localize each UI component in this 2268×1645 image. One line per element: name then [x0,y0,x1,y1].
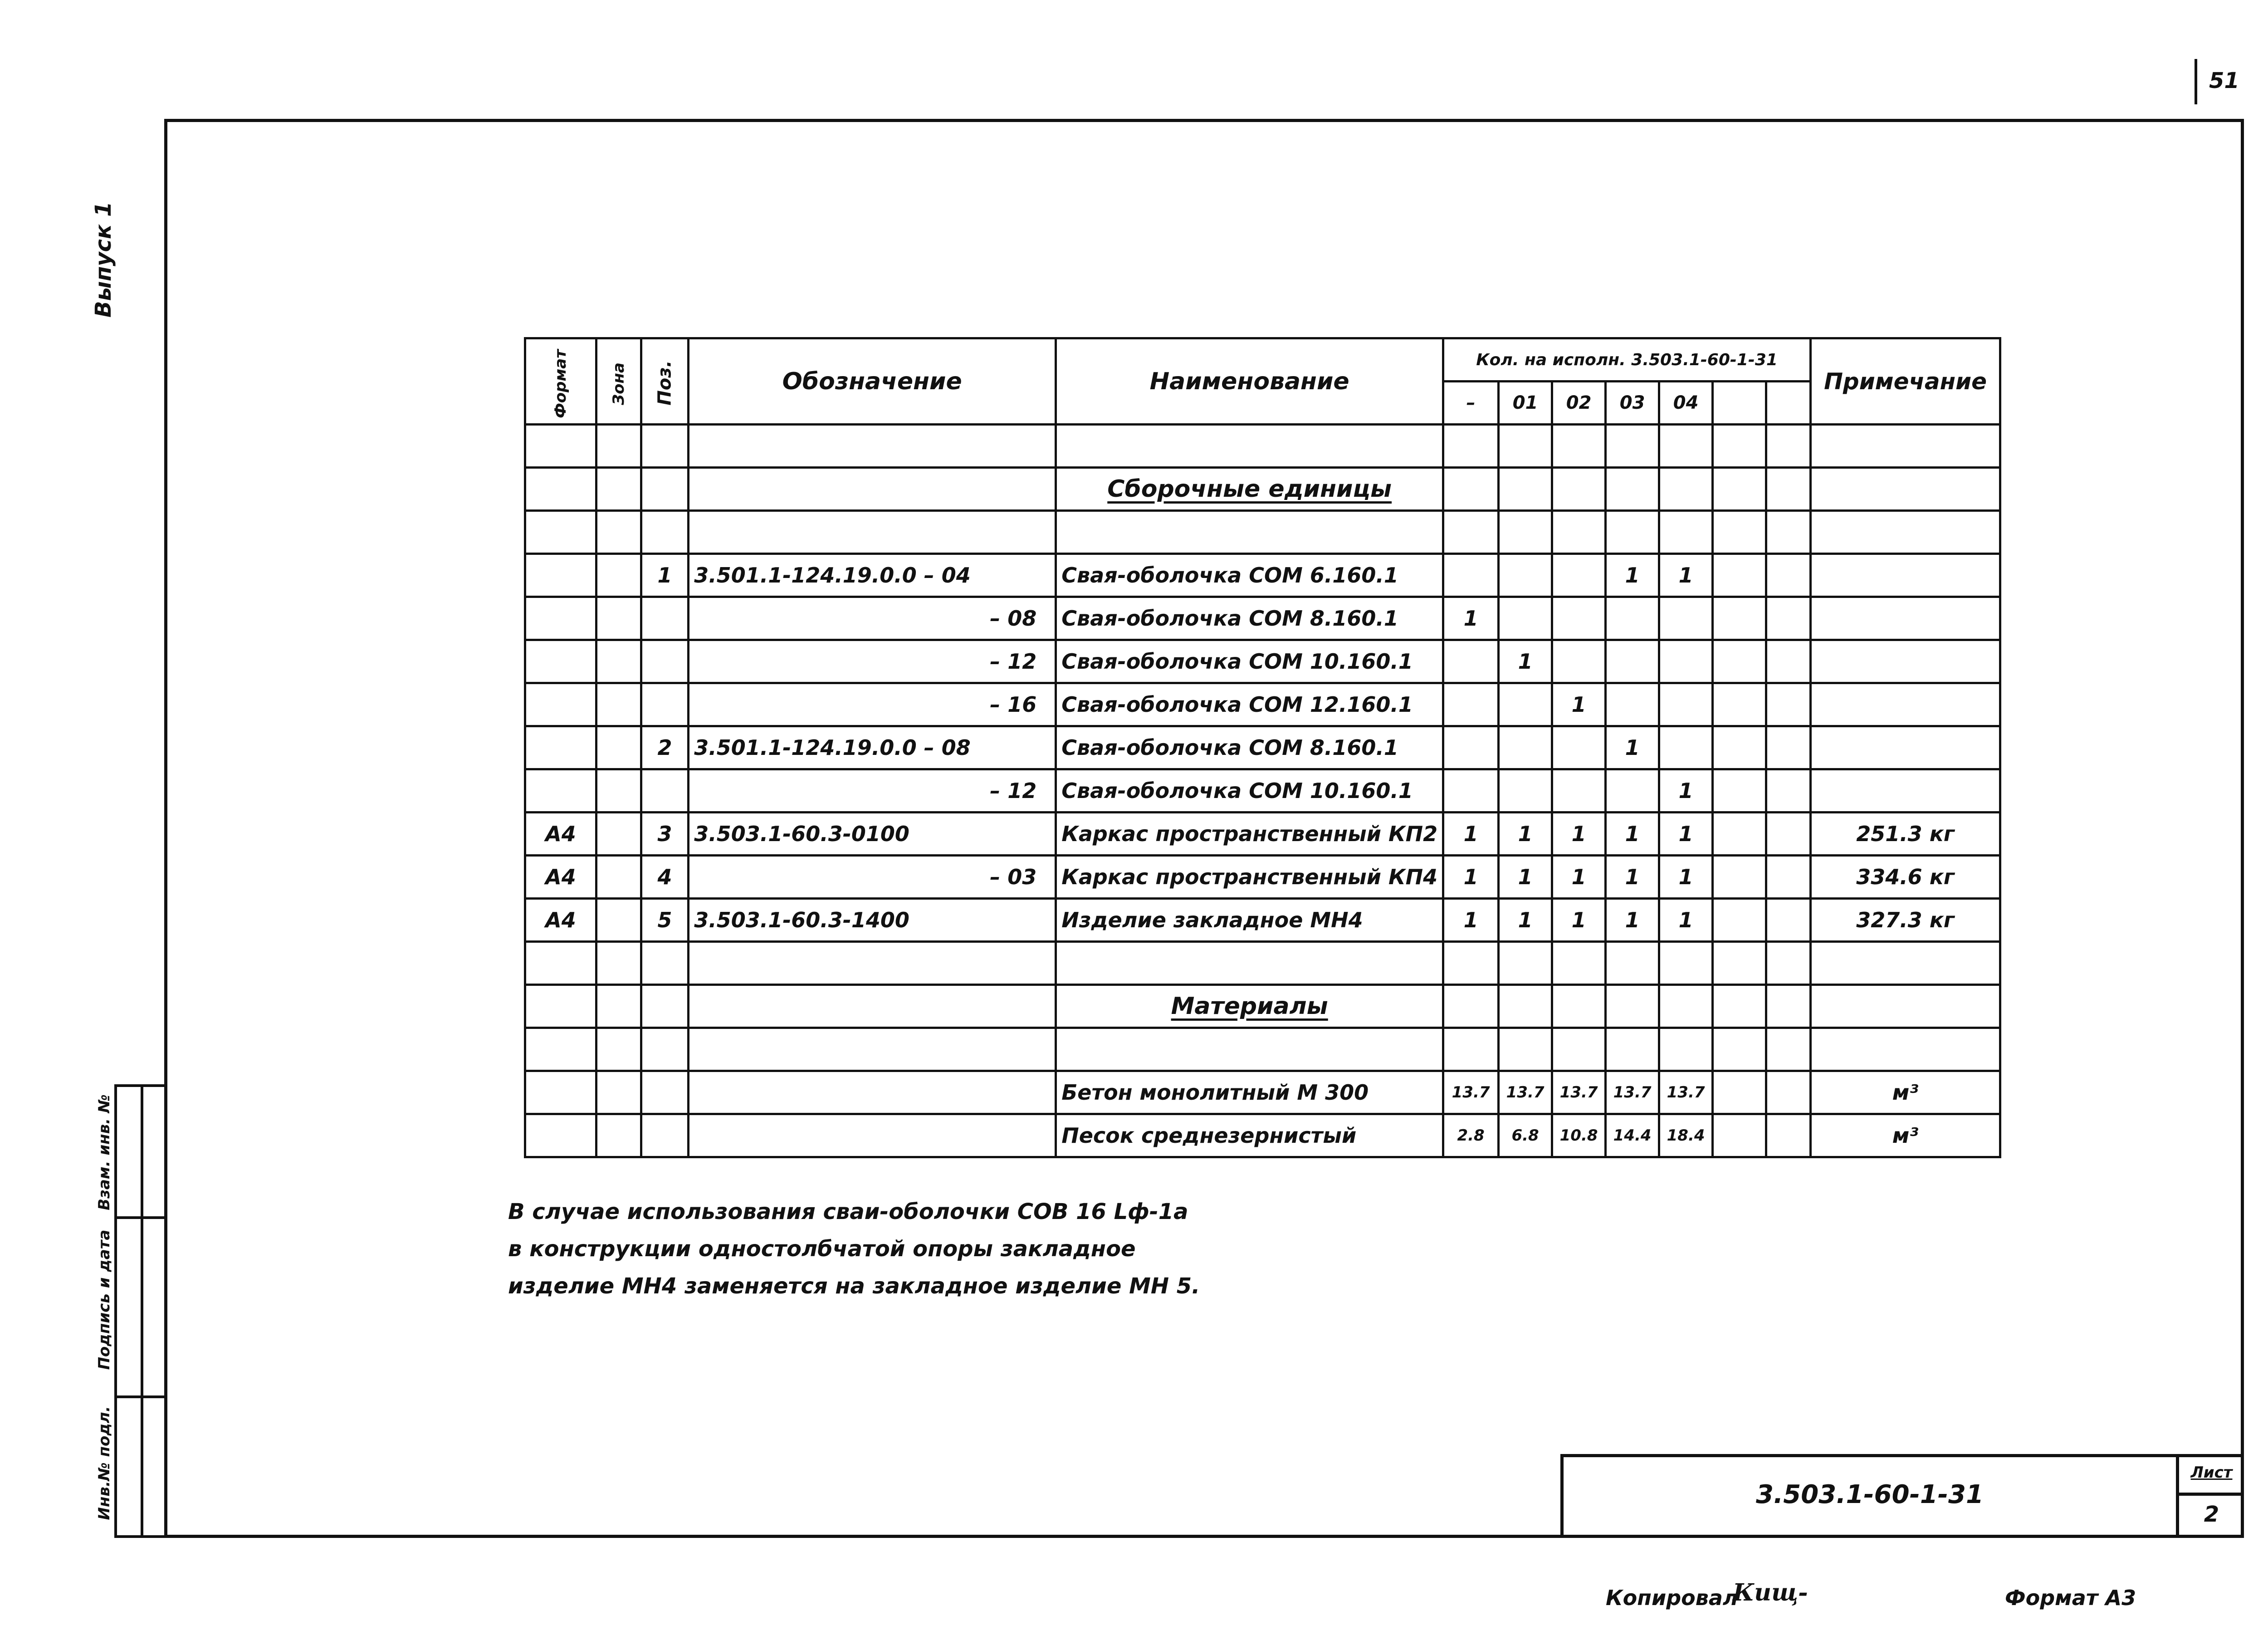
header-qty-group: Кол. на исполн. 3.503.1-60-1-31 [1443,338,1811,382]
table-row [525,554,2000,597]
qty-cell [1766,899,1811,942]
qty-cell [1552,511,1606,554]
qty-cell [1552,640,1606,683]
qty-cell [1659,985,1713,1028]
qty-cell [1552,726,1606,769]
volume-label: Выпуск 1 [91,201,116,318]
qty-cell: 1 [1443,813,1499,856]
table-row [525,1114,2000,1157]
qty-cell [1499,597,1552,640]
note-cell: 251.3 кг [1811,813,2000,856]
format-cell [525,683,596,726]
format-cell: А4 [525,899,596,942]
sheet-number: 2 [2204,1502,2219,1527]
format-cell [525,1071,596,1114]
qty-cell [1766,1114,1811,1157]
qty-cell [1766,1071,1811,1114]
name-cell: Каркас пространственный КП2 [1056,813,1443,856]
table-row [525,856,2000,899]
note-cell [1811,468,2000,511]
qty-cell [1766,985,1811,1028]
table-row [525,985,2000,1028]
qty-cell: 13.7 [1499,1071,1552,1114]
qty-cell [1552,425,1606,468]
note-cell [1811,597,2000,640]
name-cell: Песок среднезернистый [1056,1114,1443,1157]
qty-cell: 1 [1606,726,1659,769]
qty-cell [1499,554,1552,597]
zone-cell [596,640,641,683]
zone-cell [596,1071,641,1114]
qty-cell [1499,985,1552,1028]
qty-cell [1713,1071,1766,1114]
qty-cell [1659,597,1713,640]
qty-cell [1443,985,1499,1028]
qty-cell [1713,1028,1766,1071]
note-cell: 334.6 кг [1811,856,2000,899]
format-cell [525,942,596,985]
designation-cell [689,511,1056,554]
qty-cell [1659,683,1713,726]
note-cell [1811,1028,2000,1071]
qty-cell [1552,1028,1606,1071]
qty-cell [1606,942,1659,985]
name-cell: Свая-оболочка СОМ 8.160.1 [1056,726,1443,769]
note-cell [1811,985,2000,1028]
zone-cell [596,468,641,511]
pos-cell [641,769,688,813]
zone-cell [596,511,641,554]
designation-cell: – 12 [689,640,1056,683]
qty-cell: 1 [1499,640,1552,683]
zone-cell [596,425,641,468]
qty-cell [1552,468,1606,511]
qty-cell [1766,597,1811,640]
qty-cell [1766,813,1811,856]
designation-cell: 3.503.1-60.3-0100 [689,813,1056,856]
pos-cell [641,597,688,640]
pos-cell [641,640,688,683]
qty-cell: 1 [1659,554,1713,597]
table-row [525,597,2000,640]
footnote [508,1193,1200,1305]
qty-cell [1606,683,1659,726]
specification-table [524,337,2001,1158]
qty-cell [1499,425,1552,468]
qty-cell: 18.4 [1659,1114,1713,1157]
zone-cell [596,985,641,1028]
header-format: Формат [525,338,596,425]
qty-cell: 1 [1606,554,1659,597]
pos-cell: 1 [641,554,688,597]
table-row [525,425,2000,468]
name-cell: Бетон монолитный М 300 [1056,1071,1443,1114]
qty-cell [1766,468,1811,511]
qty-cell [1713,511,1766,554]
designation-cell: 3.503.1-60.3-1400 [689,899,1056,942]
designation-cell [689,1071,1056,1114]
qty-cell: 10.8 [1552,1114,1606,1157]
qty-cell [1713,683,1766,726]
zone-cell [596,1114,641,1157]
qty-cell [1713,856,1766,899]
qty-cell [1606,640,1659,683]
qty-cell [1499,942,1552,985]
qty-cell [1659,511,1713,554]
format-cell: А4 [525,813,596,856]
qty-cell [1766,511,1811,554]
zone-cell [596,1028,641,1071]
qty-cell [1713,597,1766,640]
qty-cell [1713,1114,1766,1157]
qty-cell [1713,942,1766,985]
table-row [525,1071,2000,1114]
qty-cell: 1 [1443,856,1499,899]
designation-cell [689,468,1056,511]
name-cell [1056,1028,1443,1071]
pos-cell: 2 [641,726,688,769]
qty-cell [1766,683,1811,726]
table-row [525,942,2000,985]
qty-cell: 1 [1499,856,1552,899]
qty-cell [1713,769,1766,813]
note-cell [1811,554,2000,597]
table-row [525,468,2000,511]
note-cell [1811,942,2000,985]
format-cell [525,1028,596,1071]
qty-cell [1499,769,1552,813]
qty-cell [1606,985,1659,1028]
format-cell [525,425,596,468]
pos-cell: 5 [641,899,688,942]
designation-cell [689,1114,1056,1157]
qty-cell [1552,597,1606,640]
zone-cell [596,726,641,769]
designation-cell: – 08 [689,597,1056,640]
qty-cell: 14.4 [1606,1114,1659,1157]
qty-cell: 1 [1552,683,1606,726]
zone-cell [596,769,641,813]
qty-cell [1606,511,1659,554]
table-row [525,726,2000,769]
qty-cell [1766,856,1811,899]
format-cell [525,640,596,683]
section-title: Материалы [1171,993,1328,1020]
header-qty-col [1766,382,1811,425]
qty-cell [1606,769,1659,813]
note-cell [1811,425,2000,468]
footnote-line: изделие МН4 заменяется на закладное изделие МН 5. [508,1273,1200,1299]
qty-cell [1766,942,1811,985]
qty-cell [1659,726,1713,769]
qty-cell: 1 [1659,769,1713,813]
qty-cell [1552,554,1606,597]
name-cell [1056,425,1443,468]
pos-cell [641,511,688,554]
table-row [525,899,2000,942]
designation-cell [689,425,1056,468]
name-cell [1056,511,1443,554]
header-designation: Обозначение [689,338,1056,425]
pos-cell [641,985,688,1028]
note-cell [1811,683,2000,726]
qty-cell [1499,726,1552,769]
format-cell [525,769,596,813]
qty-cell: 1 [1659,899,1713,942]
format-cell [525,511,596,554]
qty-cell [1713,425,1766,468]
qty-cell: 1 [1659,856,1713,899]
qty-cell: 1 [1443,597,1499,640]
note-cell: 327.3 кг [1811,899,2000,942]
qty-cell [1499,511,1552,554]
page-number: 51 [2209,68,2239,93]
format-cell [525,554,596,597]
name-cell: Свая-оболочка СОМ 6.160.1 [1056,554,1443,597]
qty-cell [1713,640,1766,683]
qty-cell: 1 [1552,813,1606,856]
zone-cell [596,942,641,985]
qty-cell: 2.8 [1443,1114,1499,1157]
pos-cell: 3 [641,813,688,856]
format-cell [525,597,596,640]
qty-cell [1443,769,1499,813]
header-row-1 [525,338,2000,382]
note-cell: м³ [1811,1114,2000,1157]
section-title: Сборочные единицы [1107,475,1392,503]
qty-cell: 1 [1499,813,1552,856]
pos-cell [641,1114,688,1157]
qty-cell: 6.8 [1499,1114,1552,1157]
zone-cell [596,683,641,726]
page-number-tick [2195,59,2197,104]
qty-cell [1659,1028,1713,1071]
zone-cell [596,813,641,856]
footnote-line: в конструкции одностолбчатой опоры закладное [508,1236,1136,1262]
table-row [525,511,2000,554]
pos-cell [641,425,688,468]
qty-cell [1713,985,1766,1028]
document-code: 3.503.1-60-1-31 [1756,1480,1984,1509]
side-strip-label-1: Инв.№ подл. [95,1406,113,1520]
qty-cell [1443,554,1499,597]
pos-cell [641,683,688,726]
qty-cell: 13.7 [1552,1071,1606,1114]
name-cell: Изделие закладное МН4 [1056,899,1443,942]
side-strip [114,1084,167,1538]
sheet-format: Формат А3 [2005,1586,2136,1610]
side-strip-label-3: Взам. инв. № [95,1094,113,1210]
zone-cell [596,856,641,899]
qty-cell [1606,597,1659,640]
qty-cell [1659,468,1713,511]
qty-cell [1766,425,1811,468]
qty-cell: 13.7 [1659,1071,1713,1114]
pos-cell [641,468,688,511]
format-cell [525,468,596,511]
format-cell: А4 [525,856,596,899]
qty-cell [1713,726,1766,769]
qty-cell: 1 [1606,813,1659,856]
header-qty-col: 04 [1659,382,1713,425]
sheet-label: Лист [2190,1464,2233,1482]
title-block [1560,1454,2244,1538]
side-strip-label-2: Подпись и дата [95,1229,113,1370]
qty-cell [1713,899,1766,942]
note-cell [1811,640,2000,683]
name-cell: Каркас пространственный КП4 [1056,856,1443,899]
copied-by: Копировал [1606,1586,1738,1610]
qty-cell: 1 [1443,899,1499,942]
qty-cell [1552,985,1606,1028]
qty-cell: 13.7 [1443,1071,1499,1114]
qty-cell [1499,1028,1552,1071]
note-cell [1811,769,2000,813]
qty-cell [1713,554,1766,597]
qty-cell [1659,425,1713,468]
name-cell [1056,942,1443,985]
zone-cell [596,597,641,640]
pos-cell [641,1071,688,1114]
footnote-line: В случае использования сваи-оболочки СОВ 16 Lф-1а [508,1199,1188,1224]
format-cell [525,1114,596,1157]
table-row [525,640,2000,683]
name-cell: Свая-оболочка СОМ 10.160.1 [1056,640,1443,683]
designation-cell: – 03 [689,856,1056,899]
qty-cell [1606,1028,1659,1071]
header-qty-col: – [1443,382,1499,425]
qty-cell [1552,769,1606,813]
header-pos: Поз. [641,338,688,425]
header-name: Наименование [1056,338,1443,425]
qty-cell [1766,769,1811,813]
designation-cell [689,1028,1056,1071]
qty-cell [1766,726,1811,769]
table-row [525,813,2000,856]
name-cell [1056,985,1443,1028]
qty-cell [1443,942,1499,985]
name-cell: Свая-оболочка СОМ 8.160.1 [1056,597,1443,640]
qty-cell [1499,683,1552,726]
qty-cell: 1 [1606,856,1659,899]
table-row [525,769,2000,813]
note-cell [1811,511,2000,554]
qty-cell [1766,640,1811,683]
name-cell [1056,468,1443,511]
header-qty-col: 02 [1552,382,1606,425]
header-qty-col: 01 [1499,382,1552,425]
qty-cell [1443,425,1499,468]
header-zone: Зона [596,338,641,425]
header-note: Примечание [1811,338,2000,425]
pos-cell [641,942,688,985]
table-row [525,683,2000,726]
qty-cell [1713,468,1766,511]
pos-cell [641,1028,688,1071]
qty-cell: 1 [1552,856,1606,899]
qty-cell [1552,942,1606,985]
copier-signature: Кищ- [1733,1579,1808,1606]
qty-cell [1606,425,1659,468]
header-qty-col: 03 [1606,382,1659,425]
qty-cell: 1 [1552,899,1606,942]
designation-cell: 3.501.1-124.19.0.0 – 04 [689,554,1056,597]
qty-cell [1713,813,1766,856]
qty-cell: 1 [1606,899,1659,942]
qty-cell [1443,1028,1499,1071]
qty-cell [1443,511,1499,554]
qty-cell [1443,640,1499,683]
qty-cell [1443,726,1499,769]
qty-cell [1443,468,1499,511]
header-qty-col [1713,382,1766,425]
qty-cell [1659,640,1713,683]
designation-cell: – 16 [689,683,1056,726]
designation-cell [689,942,1056,985]
pos-cell: 4 [641,856,688,899]
qty-cell [1766,1028,1811,1071]
designation-cell: 3.501.1-124.19.0.0 – 08 [689,726,1056,769]
name-cell: Свая-оболочка СОМ 12.160.1 [1056,683,1443,726]
qty-cell [1499,468,1552,511]
qty-cell: 1 [1659,813,1713,856]
format-cell [525,985,596,1028]
note-cell [1811,726,2000,769]
qty-cell: 1 [1499,899,1552,942]
qty-cell: 13.7 [1606,1071,1659,1114]
name-cell: Свая-оболочка СОМ 10.160.1 [1056,769,1443,813]
qty-cell [1766,554,1811,597]
qty-cell [1443,683,1499,726]
zone-cell [596,554,641,597]
qty-cell [1659,942,1713,985]
note-cell: м³ [1811,1071,2000,1114]
format-cell [525,726,596,769]
zone-cell [596,899,641,942]
designation-cell [689,985,1056,1028]
table-row [525,1028,2000,1071]
designation-cell: – 12 [689,769,1056,813]
qty-cell [1606,468,1659,511]
